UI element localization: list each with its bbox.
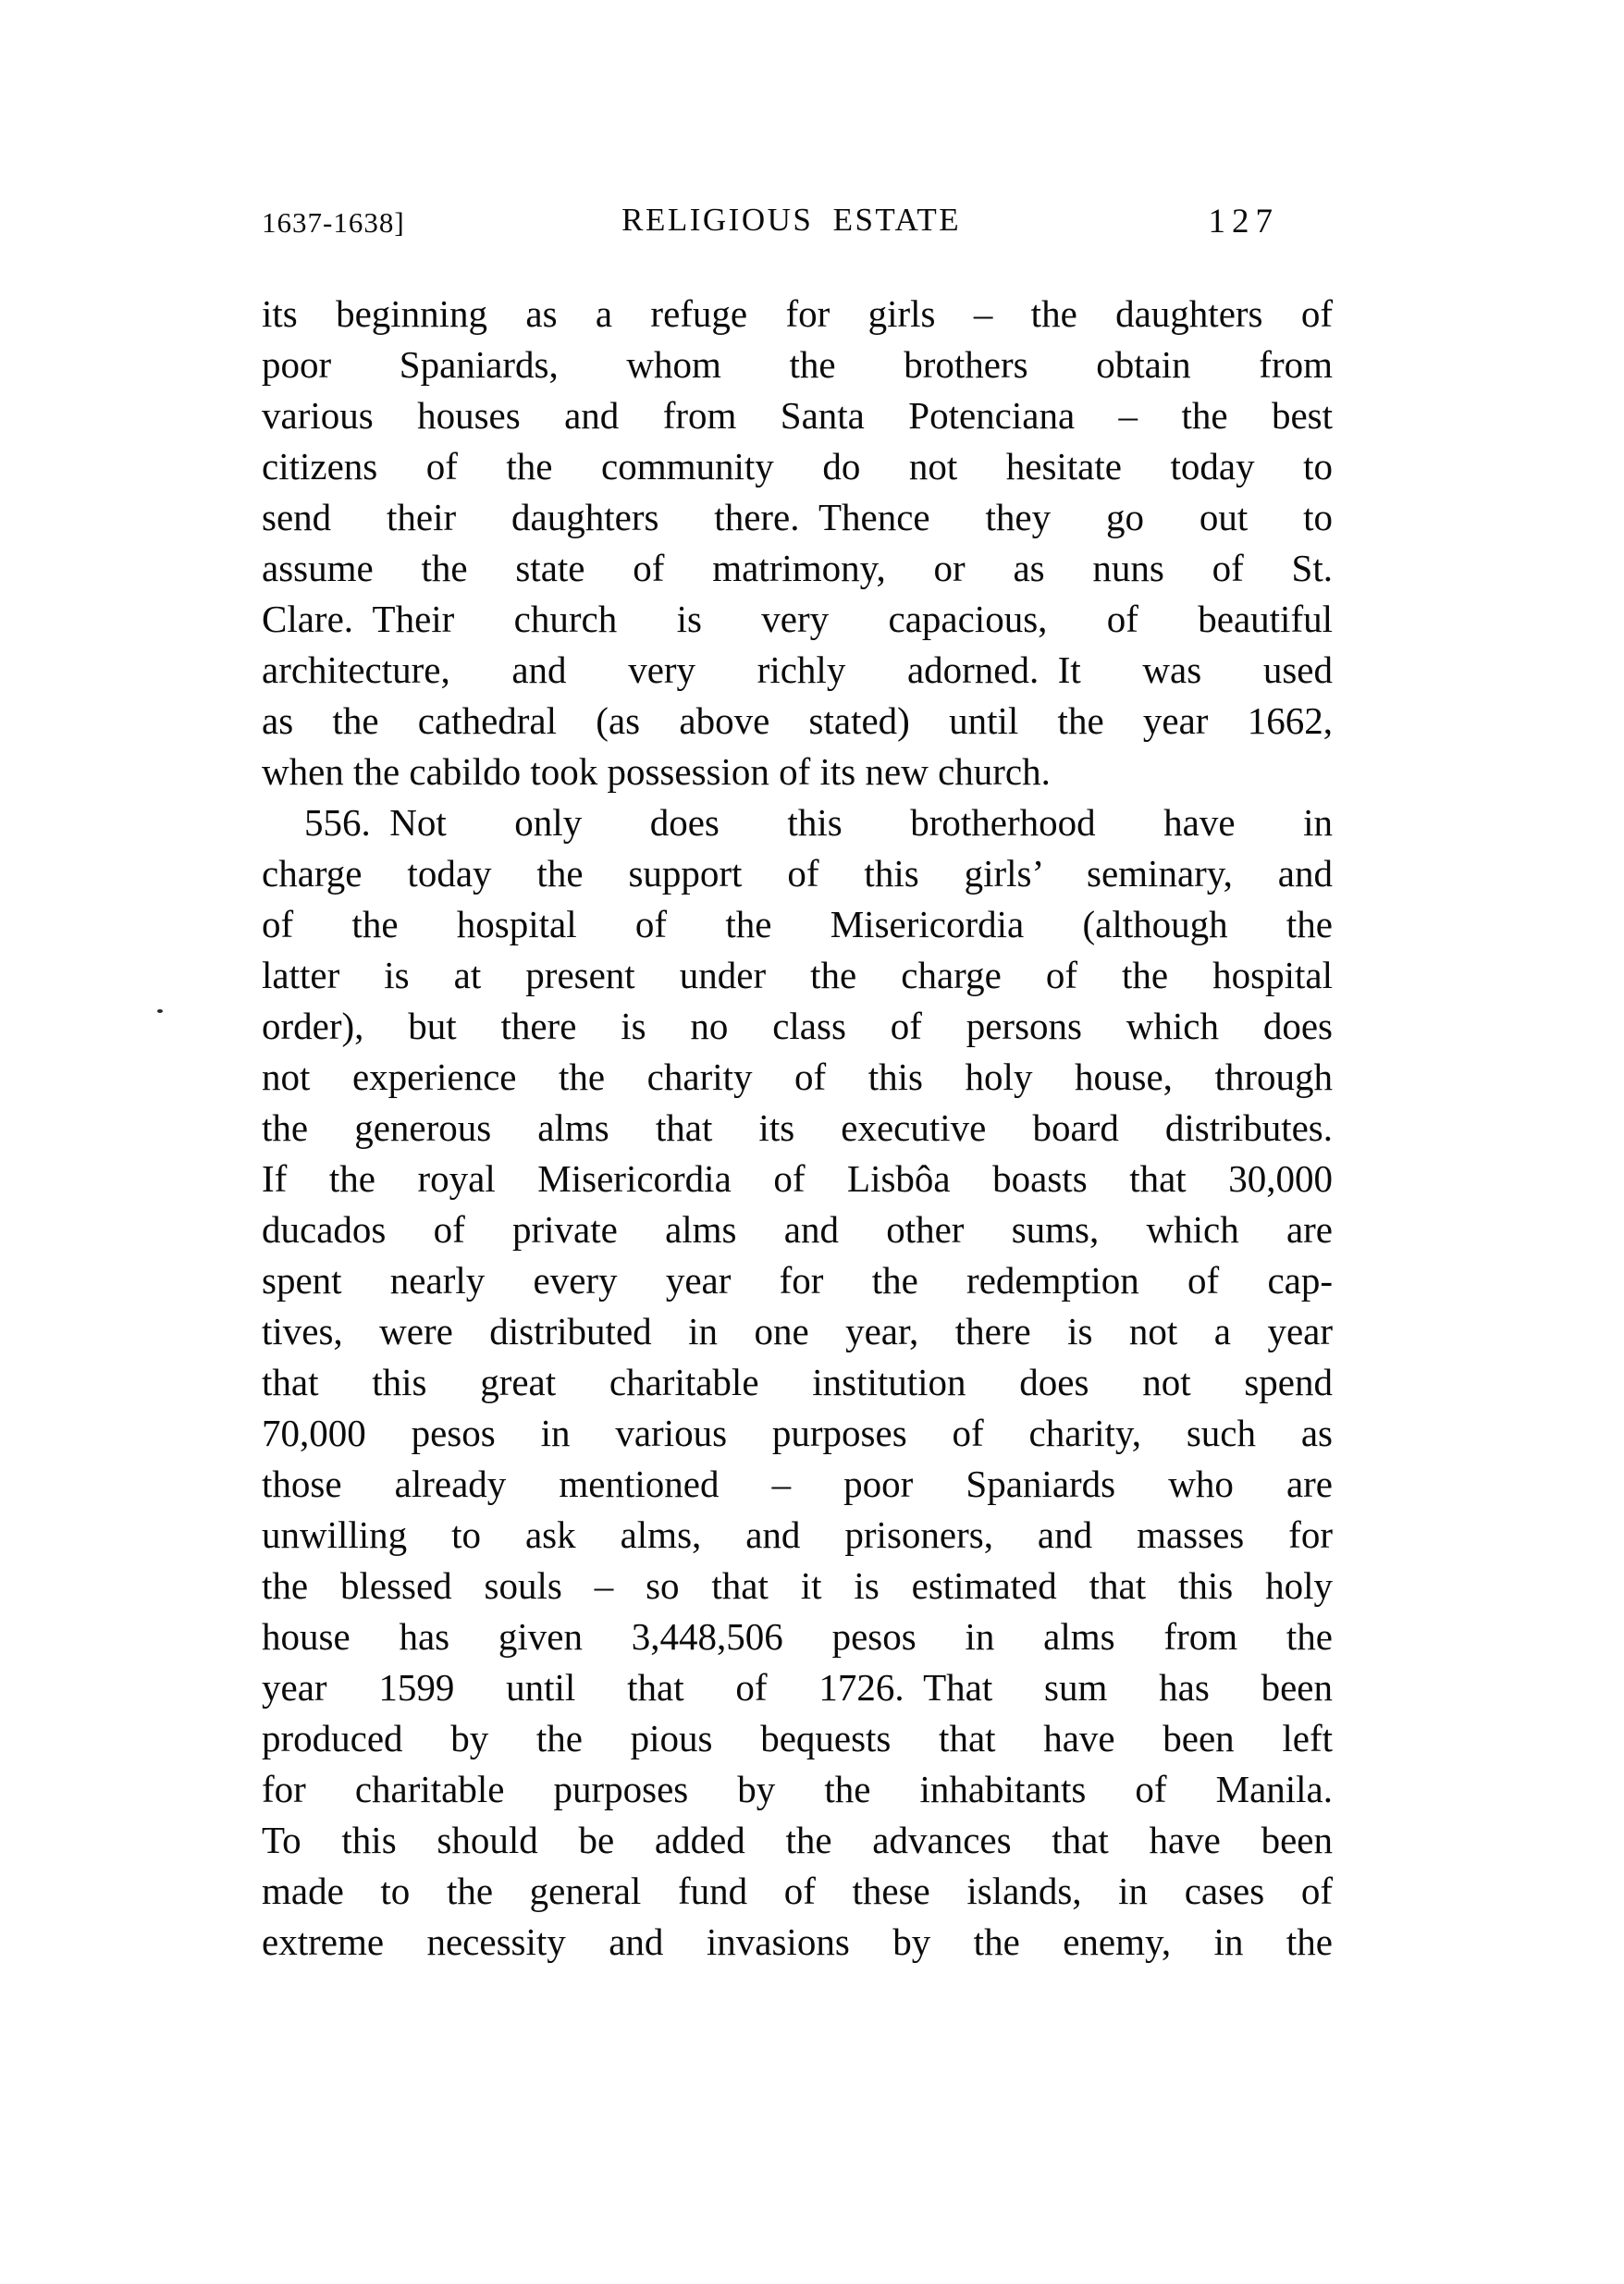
text-line: produced by the pious bequests that have been left [262,1717,1333,1759]
text-line: If the royal Misericordia of Lisbôa boasts that 30,000 [262,1157,1333,1200]
text-line: the generous alms that its executive board distributes. [262,1106,1333,1149]
text-line: send their daughters there. Thence they go out to [262,496,1333,538]
paragraph [262,797,1333,1968]
text-line: made to the general fund of these islands, in cases of [262,1870,1333,1912]
text-line: citizens of the community do not hesitate today to [262,445,1333,488]
text-line: assume the state of matrimony, or as nuns of St. [262,547,1333,589]
text-line: 556. Not only does this brotherhood have in [304,801,1333,844]
text-line: its beginning as a refuge for girls – the daughters of [262,292,1333,335]
text-line: unwilling to ask alms, and prisoners, and masses for [262,1513,1333,1556]
running-header [262,202,1335,241]
text-line: spent nearly every year for the redemption of cap- [262,1259,1333,1302]
text-line: of the hospital of the Misericordia (although the [262,903,1333,945]
text-line: when the cabildo took possession of its new church. [262,750,1051,793]
text-line: for charitable purposes by the inhabitants of Manila. [262,1768,1333,1810]
text-line: order), but there is no class of persons which does [262,1005,1333,1047]
text-line: that this great charitable institution does not spend [262,1361,1333,1403]
header-chapter-title: RELIGIOUS ESTATE [621,202,962,238]
text-line: house has given 3,448,506 pesos in alms from the [262,1615,1333,1658]
text-line: year 1599 until that of 1726. That sum has been [262,1666,1333,1709]
text-line: not experience the charity of this holy house, through [262,1056,1333,1098]
text-line: 70,000 pesos in various purposes of charity, such as [262,1412,1333,1454]
text-line: architecture, and very richly adorned. It was used [262,648,1333,691]
text-line: tives, were distributed in one year, there is not a year [262,1310,1333,1352]
paragraph [262,289,1333,797]
text-line: ducados of private alms and other sums, which are [262,1208,1333,1251]
text-line: various houses and from Santa Potenciana – the best [262,394,1333,437]
header-page-number: 127 [1208,203,1279,241]
text-line: the blessed souls – so that it is estimated that this holy [262,1564,1333,1607]
text-line: latter is at present under the charge of the hospital [262,954,1333,996]
text-line: extreme necessity and invasions by the enemy, in the [262,1920,1333,1963]
text-line: Clare. Their church is very capacious, of beautiful [262,598,1333,640]
text-line: those already mentioned – poor Spaniards who are [262,1463,1333,1505]
header-date-range: 1637-1638] [262,206,405,239]
text-line: poor Spaniards, whom the brothers obtain from [262,343,1333,386]
text-line: charge today the support of this girls’ seminary, and [262,852,1333,895]
text-line: To this should be added the advances that have been [262,1819,1333,1861]
page-body [262,289,1333,1968]
scan-speck-mark [157,1009,163,1013]
text-line: as the cathedral (as above stated) until the year 1662, [262,699,1333,742]
